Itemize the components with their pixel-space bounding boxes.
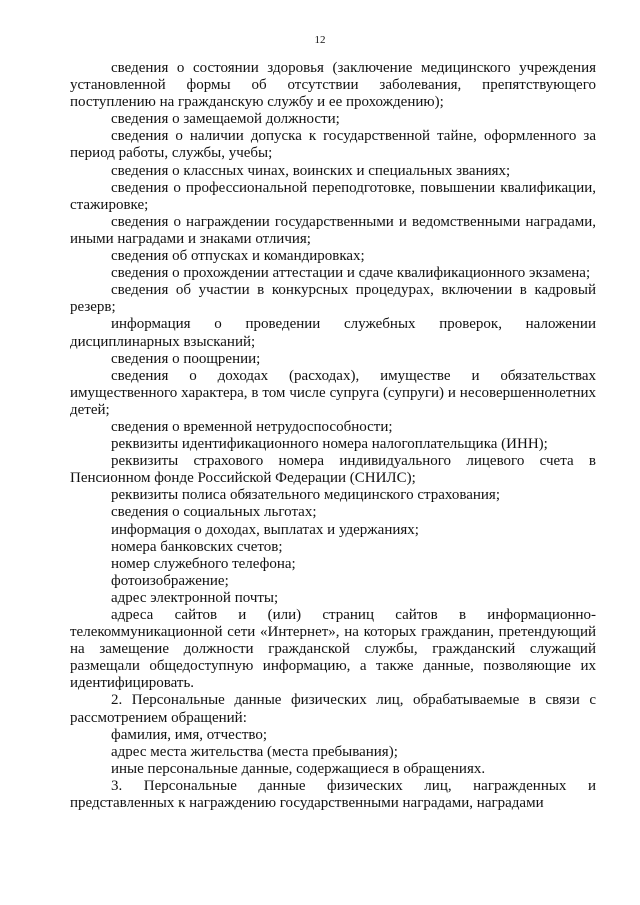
- paragraph: иные персональные данные, содержащиеся в обращениях.: [111, 760, 486, 777]
- paragraph: сведения о классных чинах, воинских и специальных званиях;: [111, 162, 511, 179]
- paragraph: фотоизображение;: [111, 572, 229, 589]
- paragraph: адрес электронной почты;: [111, 589, 279, 606]
- section-heading: 3. Персональные данные физических лиц, награжденных и представленных к награждению государственными наградами, наградами: [70, 777, 596, 812]
- paragraph: реквизиты полиса обязательного медицинского страхования;: [111, 487, 500, 504]
- paragraph: сведения о профессиональной переподготовке, повышении квалификации, стажировке;: [70, 179, 596, 213]
- paragraph: сведения об отпусках и командировках;: [111, 248, 365, 265]
- paragraph: сведения о состоянии здоровья (заключение медицинского учреждения установленной формы об отсутствии заболевания, препятствующего поступлению на гражданскую службу и ее прохождению);: [70, 60, 596, 111]
- paragraph: сведения о наличии допуска к государственной тайне, оформленного за период работы, службы, учебы;: [70, 128, 596, 162]
- section-heading: 2. Персональные данные физических лиц, обрабатываемые в связи с рассмотрением обращений:: [70, 692, 596, 726]
- paragraph: реквизиты страхового номера индивидуального лицевого счета в Пенсионном фонде Российской Федерации (СНИЛС);: [70, 453, 596, 487]
- paragraph: адреса сайтов и (или) страниц сайтов в информационно-телекоммуникационной сети «Интернет», на которых гражданин, претендующий на замещение должности гражданской службы, гражданский служащий размещали общедоступную информацию, а также данные, позволяющие их идентифицировать.: [70, 607, 596, 692]
- paragraph: адрес места жительства (места пребывания);: [111, 743, 398, 760]
- paragraph: номера банковских счетов;: [111, 538, 283, 555]
- paragraph: информация о доходах, выплатах и удержаниях;: [111, 521, 419, 538]
- paragraph: сведения о доходах (расходах), имуществе и обязательствах имущественного характера, в том числе супруга (супруги) и несовершеннолетних детей;: [70, 367, 596, 418]
- paragraph: реквизиты идентификационного номера налогоплательщика (ИНН);: [111, 436, 548, 453]
- paragraph: номер служебного телефона;: [111, 555, 296, 572]
- paragraph: сведения об участии в конкурсных процедурах, включении в кадровый резерв;: [70, 282, 596, 316]
- paragraph: сведения о прохождении аттестации и сдаче квалификационного экзамена;: [111, 265, 591, 282]
- paragraph: сведения о поощрении;: [111, 350, 261, 367]
- paragraph: сведения о награждении государственными и ведомственными наградами, иными наградами и знаками отличия;: [70, 213, 596, 247]
- paragraph: сведения о временной нетрудоспособности;: [111, 418, 393, 435]
- paragraph: сведения о замещаемой должности;: [111, 111, 340, 128]
- paragraph: сведения о социальных льготах;: [111, 504, 317, 521]
- paragraph: фамилия, имя, отчество;: [111, 726, 268, 743]
- document-body: [70, 60, 596, 812]
- page-number: 12: [314, 34, 326, 46]
- paragraph: информация о проведении служебных проверок, наложении дисциплинарных взысканий;: [70, 316, 596, 350]
